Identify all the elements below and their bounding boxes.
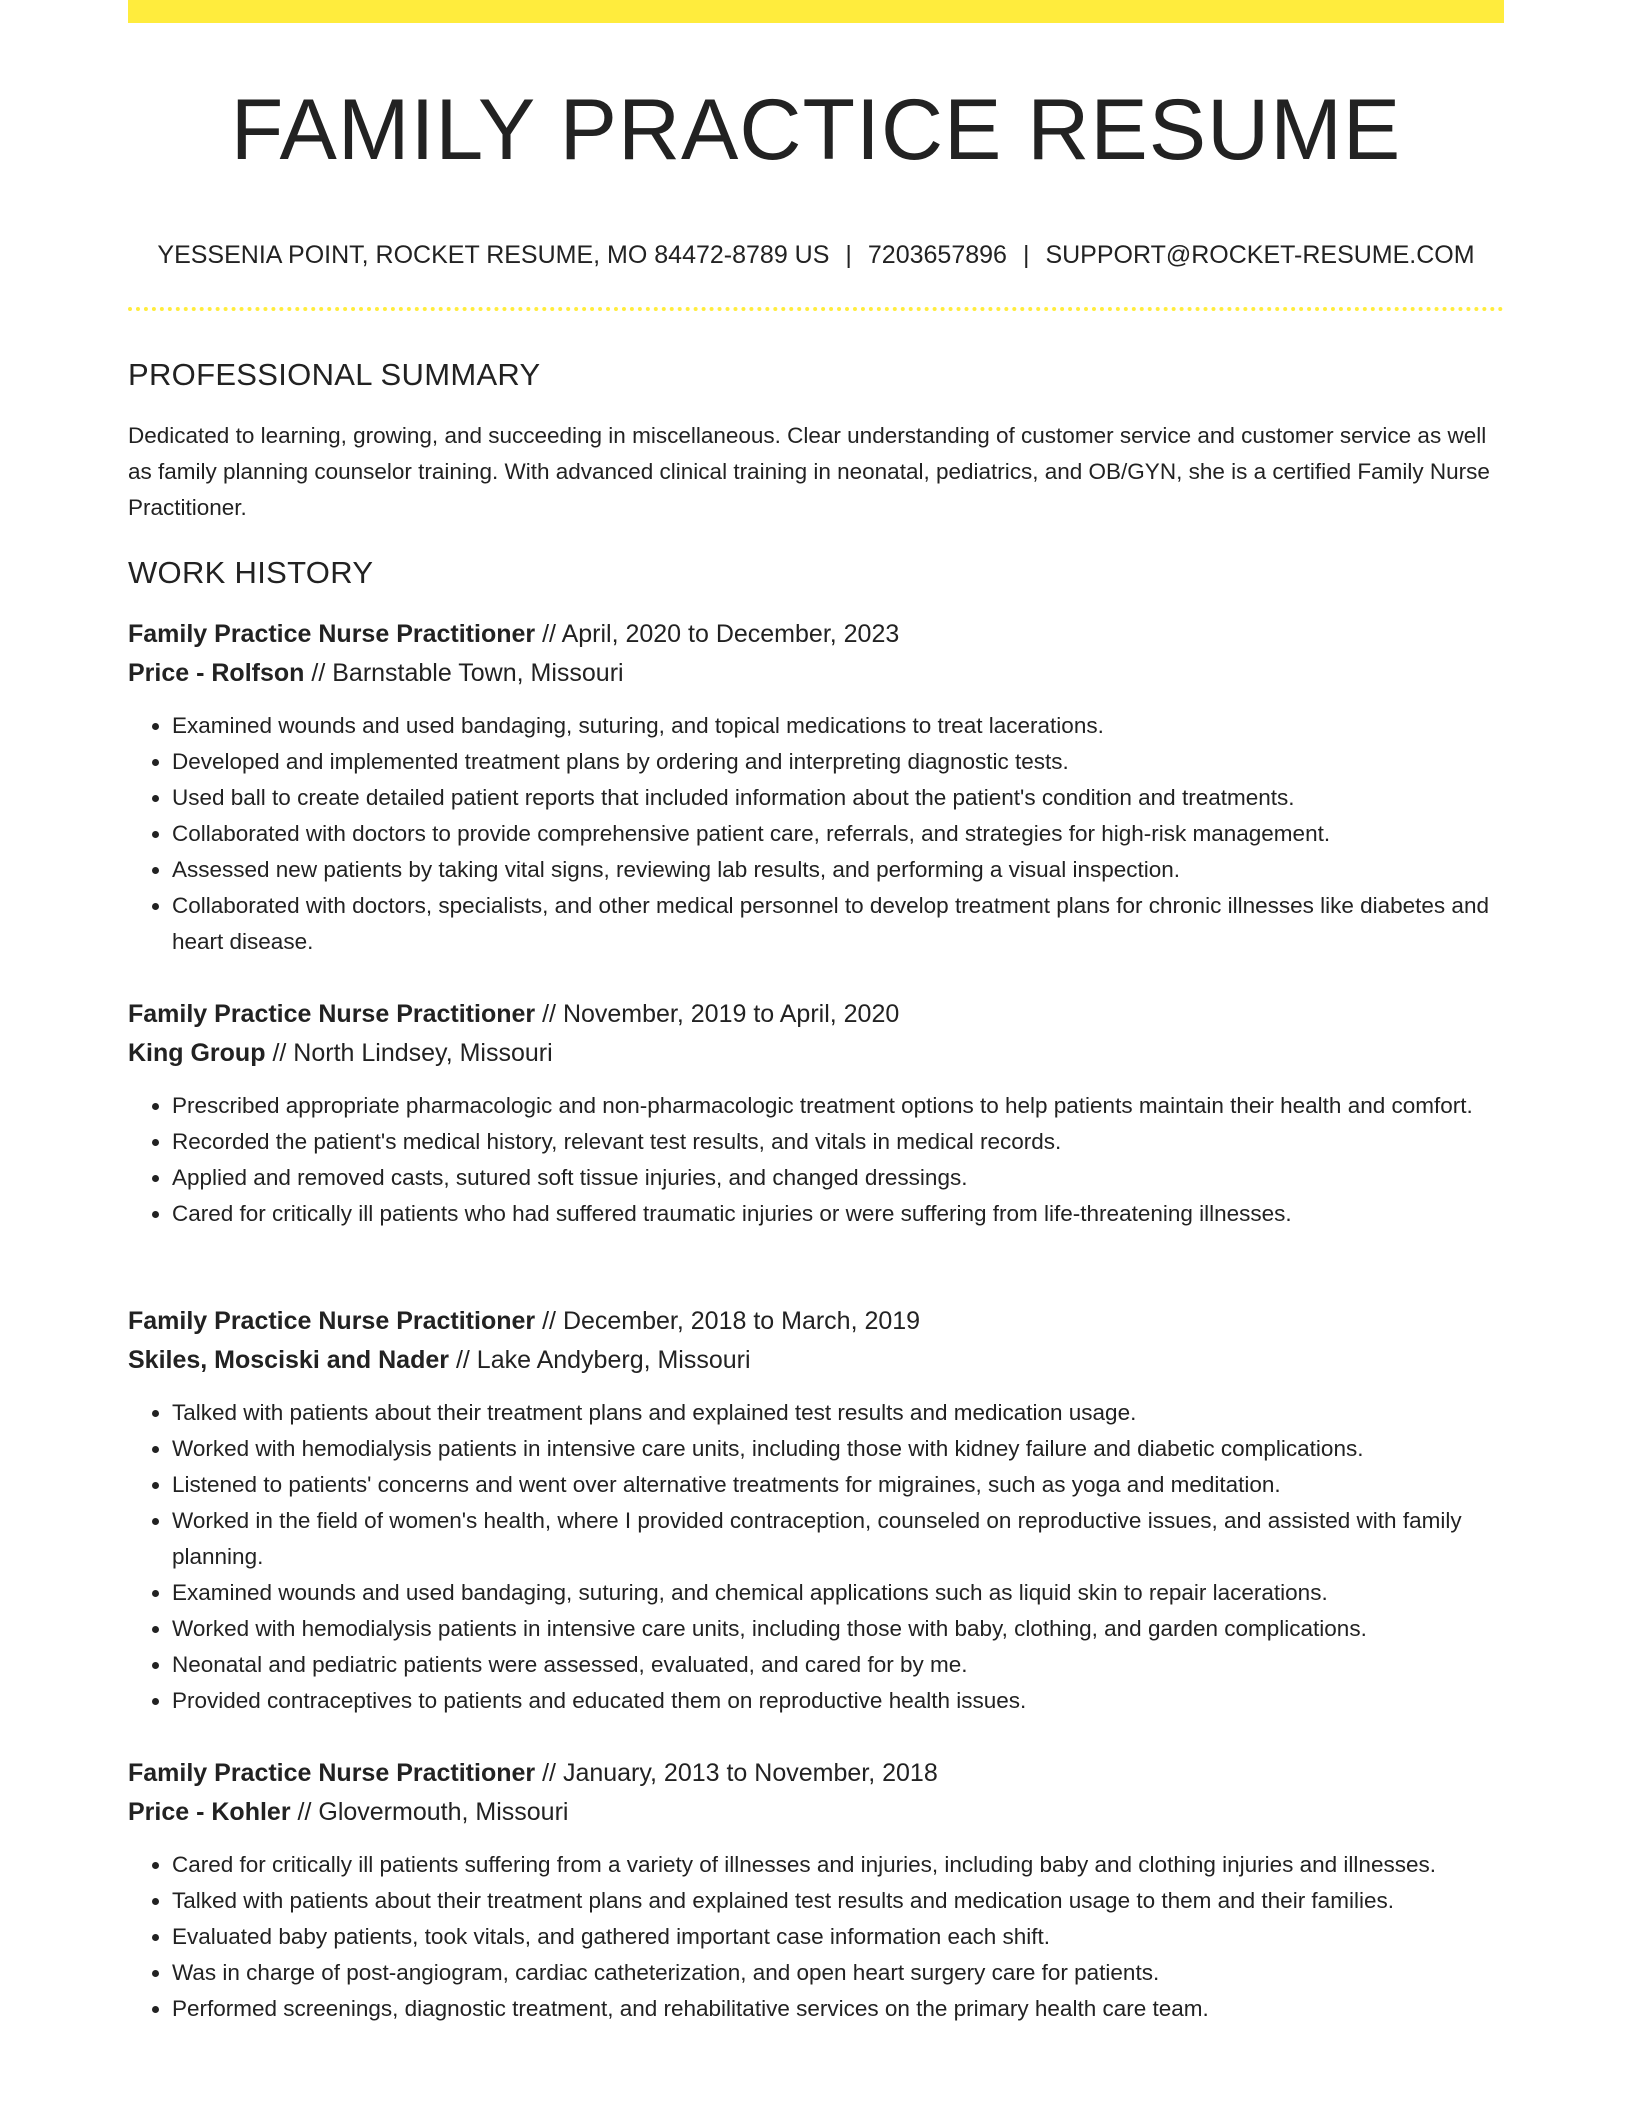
job-location: Lake Andyberg, Missouri <box>476 1346 751 1374</box>
job-location: Glovermouth, Missouri <box>318 1798 569 1826</box>
list-item: • Applied and removed casts, sutured soft tissue injuries, and changed dressings. <box>172 1160 1504 1196</box>
list-item: • Performed screenings, diagnostic treatment, and rehabilitative services on the primary health care team. <box>172 1991 1504 2027</box>
separator: // <box>542 1000 556 1028</box>
contact-email: SUPPORT@ROCKET-RESUME.COM <box>1045 241 1475 269</box>
resume-title: FAMILY PRACTICE RESUME <box>230 82 1402 178</box>
separator: // <box>455 1346 470 1374</box>
contact-address: YESSENIA POINT, ROCKET RESUME, MO 84472-8789 US <box>157 241 830 269</box>
job-company-line <box>128 654 1504 693</box>
list-item: • Provided contraceptives to patients and educated them on reproductive health issues. <box>172 1683 1504 1719</box>
job-company: Skiles, Mosciski and Nader <box>128 1346 449 1374</box>
job-bullets <box>128 1395 1504 1719</box>
list-item: • Assessed new patients by taking vital signs, reviewing lab results, and performing a visual inspection. <box>172 852 1504 888</box>
job-company: Price - Rolfson <box>128 659 305 687</box>
list-item: • Prescribed appropriate pharmacologic and non-pharmacologic treatment options to help patients maintain their health and comfort. <box>172 1088 1504 1124</box>
job-title-line <box>128 1302 1504 1341</box>
contact-separator: | <box>1022 241 1030 269</box>
job-dates: January, 2013 to November, 2018 <box>562 1759 938 1787</box>
list-item: • Collaborated with doctors, specialists, and other medical personnel to develop treatment plans for chronic illnesses like diabetes and heart disease. <box>172 888 1504 960</box>
list-item: • Neonatal and pediatric patients were assessed, evaluated, and cared for by me. <box>172 1647 1504 1683</box>
job-company-line <box>128 1341 1504 1380</box>
list-item: • Listened to patients' concerns and went over alternative treatments for migraines, such as yoga and meditation. <box>172 1467 1504 1503</box>
job-dates: December, 2018 to March, 2019 <box>562 1307 921 1335</box>
job-bullets <box>128 708 1504 960</box>
job-location: Barnstable Town, Missouri <box>332 659 624 687</box>
list-item: • Examined wounds and used bandaging, suturing, and topical medications to treat lacerations. <box>172 708 1504 744</box>
job-title: Family Practice Nurse Practitioner <box>128 1307 536 1335</box>
list-item: • Worked in the field of women's health, where I provided contraception, counseled on reproductive issues, and assisted with family planning. <box>172 1503 1504 1575</box>
job-dates: November, 2019 to April, 2020 <box>562 1000 900 1028</box>
top-accent-bar <box>128 0 1504 23</box>
job-title: Family Practice Nurse Practitioner <box>128 1000 536 1028</box>
job-entry <box>128 615 1504 960</box>
job-entry <box>128 995 1504 1232</box>
job-title: Family Practice Nurse Practitioner <box>128 1759 536 1787</box>
job-company: Price - Kohler <box>128 1798 291 1826</box>
list-item: • Recorded the patient's medical history, relevant test results, and vitals in medical records. <box>172 1124 1504 1160</box>
job-bullets <box>128 1088 1504 1232</box>
job-title-line <box>128 995 1504 1034</box>
separator: // <box>272 1039 287 1067</box>
list-item: • Worked with hemodialysis patients in intensive care units, including those with kidney failure and diabetic complications. <box>172 1431 1504 1467</box>
list-item: • Examined wounds and used bandaging, suturing, and chemical applications such as liquid skin to repair lacerations. <box>172 1575 1504 1611</box>
contact-line <box>128 238 1504 272</box>
work-history-heading: WORK HISTORY <box>128 555 374 590</box>
job-dates: April, 2020 to December, 2023 <box>561 620 900 648</box>
list-item: • Developed and implemented treatment plans by ordering and interpreting diagnostic tests. <box>172 744 1504 780</box>
job-location: North Lindsey, Missouri <box>293 1039 553 1067</box>
dotted-divider <box>128 307 1504 311</box>
contact-separator: | <box>845 241 852 269</box>
list-item: • Worked with hemodialysis patients in intensive care units, including those with baby, clothing, and garden complications. <box>172 1611 1504 1647</box>
job-title-line <box>128 615 1504 654</box>
job-company-line <box>128 1034 1504 1073</box>
list-item: • Used ball to create detailed patient reports that included information about the patient's condition and treatments. <box>172 780 1504 816</box>
separator: // <box>542 1759 556 1787</box>
job-company-line <box>128 1793 1504 1832</box>
job-entry <box>128 1302 1504 1719</box>
job-company: King Group <box>128 1039 266 1067</box>
summary-heading: PROFESSIONAL SUMMARY <box>128 357 541 392</box>
list-item: • Evaluated baby patients, took vitals, and gathered important case information each shift. <box>172 1919 1504 1955</box>
job-bullets <box>128 1847 1504 2027</box>
separator: // <box>297 1798 312 1826</box>
list-item: • Was in charge of post-angiogram, cardiac catheterization, and open heart surgery care for patients. <box>172 1955 1504 1991</box>
list-item: • Talked with patients about their treatment plans and explained test results and medication usage to them and their families. <box>172 1883 1504 1919</box>
separator: // <box>311 659 326 687</box>
summary-text: Dedicated to learning, growing, and succeeding in miscellaneous. Clear understanding of customer service and customer service as well as family planning counselor training. With advanced clinical training in neonatal, pediatrics, and OB/GYN, she is a certified Family Nurse Practitioner. <box>128 423 1490 520</box>
list-item: • Talked with patients about their treatment plans and explained test results and medication usage. <box>172 1395 1504 1431</box>
separator: // <box>542 620 556 648</box>
list-item: • Collaborated with doctors to provide comprehensive patient care, referrals, and strategies for high-risk management. <box>172 816 1504 852</box>
list-item: • Cared for critically ill patients suffering from a variety of illnesses and injuries, including baby and clothing injuries and illnesses. <box>172 1847 1504 1883</box>
separator: // <box>542 1307 556 1335</box>
list-item: • Cared for critically ill patients who had suffered traumatic injuries or were suffering from life-threatening illnesses. <box>172 1196 1504 1232</box>
job-title-line <box>128 1754 1504 1793</box>
job-entry <box>128 1754 1504 2027</box>
job-title: Family Practice Nurse Practitioner <box>128 620 536 648</box>
contact-phone: 7203657896 <box>867 241 1007 269</box>
